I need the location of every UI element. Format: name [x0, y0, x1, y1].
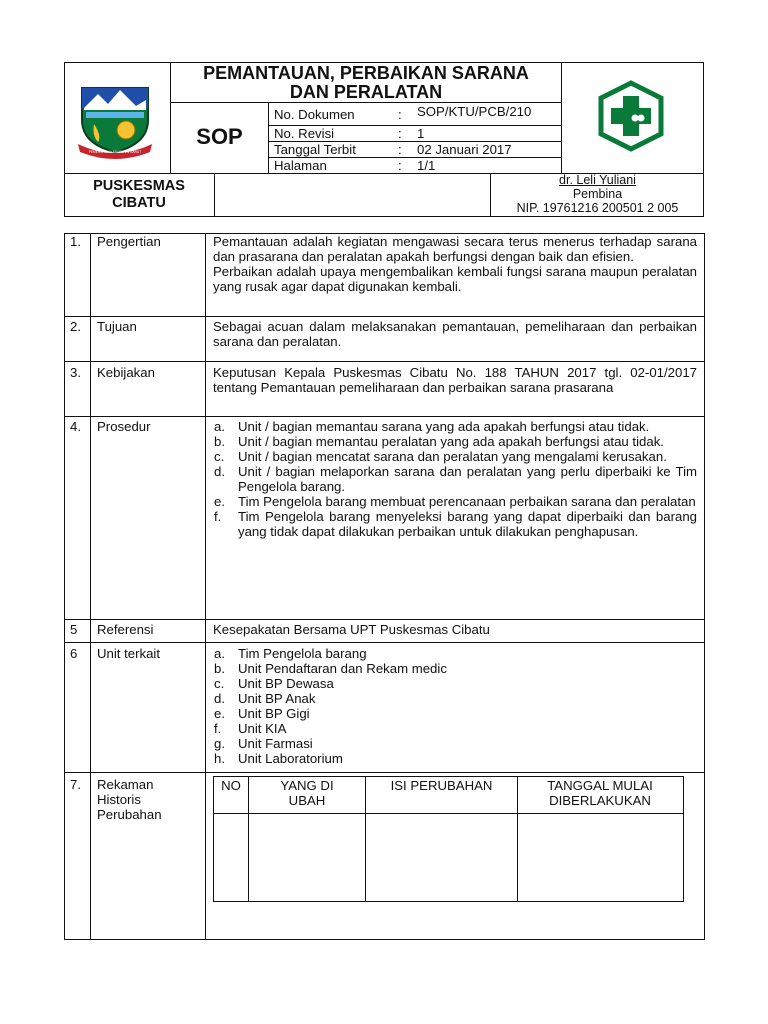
divider: [268, 102, 269, 173]
title-line-1: PEMANTAUAN, PERBAIKAN SARANA: [203, 63, 529, 83]
district-logo: [74, 78, 156, 160]
label-line: Perubahan: [97, 807, 162, 822]
procedure-list: [214, 419, 697, 539]
divider: [365, 776, 366, 902]
divider: [64, 416, 705, 417]
divider: [214, 173, 215, 217]
divider: [64, 642, 705, 643]
sop-label: SOP: [196, 124, 243, 149]
list-item: d. Unit / bagian melaporkan sarana dan peralatan yang perlu diperbaiki ke Tim Pengelola barang.: [238, 464, 697, 494]
paragraph: Sebagai acuan dalam melaksanakan pemantauan, pemeliharaan dan perbaikan sarana dan peralatan.: [213, 319, 697, 349]
health-cross-icon: [595, 80, 667, 152]
history-header-content: ISI PERUBAHAN: [390, 778, 493, 793]
row-label: Prosedur: [97, 419, 151, 434]
divider: [205, 233, 206, 940]
row-number: 2.: [70, 319, 81, 334]
org-line-2: CIBATU: [112, 195, 166, 211]
divider: [64, 619, 705, 620]
divider: [561, 62, 562, 173]
meta-row-rev-value: 1: [417, 126, 425, 141]
divider: [64, 316, 705, 317]
paragraph: Kesepakatan Bersama UPT Puskesmas Cibatu: [213, 622, 490, 637]
list-item: e. Unit BP Gigi: [238, 706, 697, 721]
signer-block: [491, 173, 704, 215]
org-line-1: PUSKESMAS: [93, 178, 185, 194]
row-content-referensi: [213, 622, 697, 637]
row-number: 5: [70, 622, 78, 637]
divider: [213, 813, 684, 814]
list-item: c. Unit / bagian mencatat sarana dan peralatan yang mengalami kerusakan.: [238, 449, 697, 464]
meta-row-date-label: Tanggal Terbit: [274, 142, 356, 157]
label-line: Rekaman: [97, 777, 154, 792]
signer-name: dr. Leli Yuliani: [559, 173, 636, 187]
row-number: 3.: [70, 365, 81, 380]
row-label: Tujuan: [97, 319, 137, 334]
meta-row-rev-sep: :: [398, 126, 402, 141]
row-label: Unit terkait: [97, 646, 161, 661]
list-item: e. Tim Pengelola barang membuat perencanaan perbaikan sarana dan peralatan: [238, 494, 697, 509]
row-number: 4.: [70, 419, 81, 434]
row-number: 6: [70, 646, 78, 661]
meta-row-page-label: Halaman: [274, 158, 327, 173]
row-content-unit-terkait: [214, 646, 697, 766]
row-number: 7.: [70, 777, 81, 792]
divider: [517, 776, 518, 902]
list-item: f. Tim Pengelola barang menyeleksi barang yang dapat diperbaiki dan barang yang tidak dapat dilakukan perbaikan untuk dilakukan penghapusan.: [238, 509, 697, 539]
list-item: a. Tim Pengelola barang: [238, 646, 697, 661]
title-line-2: DAN PERALATAN: [289, 82, 443, 102]
meta-row-rev-label: No. Revisi: [274, 126, 335, 141]
row-content-pengertian: [213, 234, 697, 294]
divider: [248, 776, 249, 902]
history-header-date: TANGGAL MULAI DIBERLAKUKAN: [547, 778, 653, 808]
meta-row-date-value: 02 Januari 2017: [417, 142, 512, 157]
divider: [64, 772, 705, 773]
row-label: [97, 777, 162, 822]
signer-role: Pembina: [572, 187, 623, 201]
meta-row-date-sep: :: [398, 142, 402, 157]
row-label: Kebijakan: [97, 365, 155, 380]
unit-list: [214, 646, 697, 766]
meta-row-doc-label: No. Dokumen: [274, 107, 355, 122]
logo-ribbon-text: PEMERINTAH KABUPATEN GARUT: [88, 150, 142, 154]
meta-row-doc-value: SOP/KTU/PCB/210: [417, 104, 532, 119]
divider: [170, 102, 561, 103]
divider: [64, 361, 705, 362]
list-item: a. Unit / bagian memantau sarana yang ada apakah berfungsi atau tidak.: [238, 419, 697, 434]
signer-nip: NIP. 19761216 200501 2 005: [516, 201, 679, 215]
row-number: 1.: [70, 234, 81, 249]
puskesmas-logo: [595, 80, 667, 152]
history-header-no: NO: [221, 778, 241, 793]
meta-row-page-sep: :: [398, 158, 402, 173]
row-label: Referensi: [97, 622, 154, 637]
row-content-prosedur: [214, 419, 697, 539]
shield-emblem-icon: [74, 78, 156, 160]
list-item: g. Unit Farmasi: [238, 736, 697, 751]
row-content-kebijakan: [213, 365, 697, 395]
label-line: Historis: [97, 792, 141, 807]
list-item: f. Unit KIA: [238, 721, 697, 736]
org-name: [64, 178, 214, 212]
paragraph: Perbaikan adalah upaya mengembalikan kembali fungsi sarana maupun peralatan yang rusak agar dapat digunakan kembali.: [213, 264, 697, 294]
list-item: c. Unit BP Dewasa: [238, 676, 697, 691]
row-label: Pengertian: [97, 234, 161, 249]
list-item: d. Unit BP Anak: [238, 691, 697, 706]
history-header-changed: YANG DI UBAH: [280, 778, 334, 808]
list-item: b. Unit Pendaftaran dan Rekam medic: [238, 661, 697, 676]
paragraph: Pemantauan adalah kegiatan mengawasi secara terus menerus terhadap sarana dan prasarana dan peralatan apakah berfungsi dengan baik dan efisien.: [213, 234, 697, 264]
row-content-tujuan: [213, 319, 697, 349]
meta-row-page-value: 1/1: [417, 158, 436, 173]
document-title: [171, 64, 561, 102]
meta-row-doc-sep: :: [398, 107, 402, 122]
list-item: b. Unit / bagian memantau peralatan yang ada apakah berfungsi atau tidak.: [238, 434, 697, 449]
list-item: h. Unit Laboratorium: [238, 751, 697, 766]
paragraph: Keputusan Kepala Puskesmas Cibatu No. 188 TAHUN 2017 tgl. 02-01/2017 tentang Pemantauan pemeliharaan dan perbaikan sarana prasarana: [213, 365, 697, 395]
divider: [90, 233, 91, 940]
